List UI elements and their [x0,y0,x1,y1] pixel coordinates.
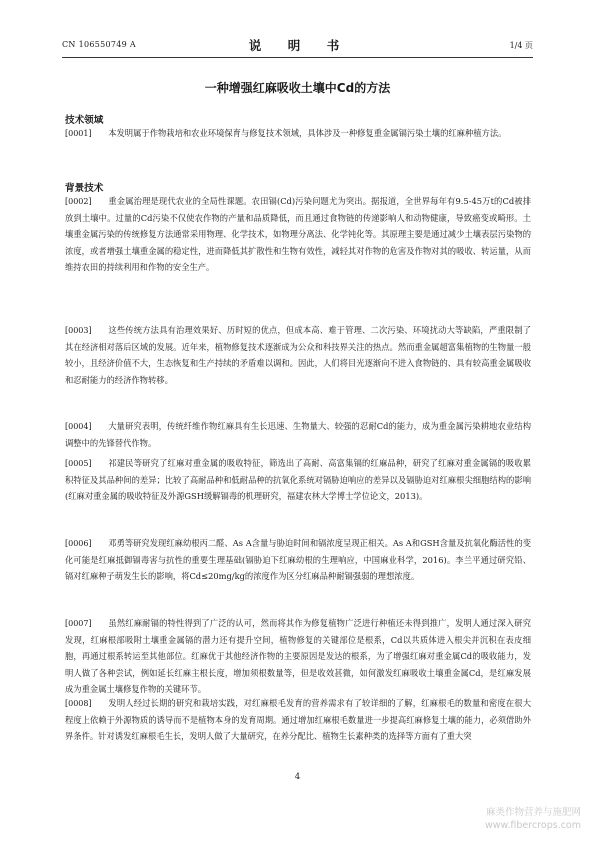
watermark-url: www.fibercrops.com [484,820,581,831]
paragraph-text: 邓勇等研究发现红麻幼根丙二醛、As A含量与胁迫时间和镉浓度呈现正相关。As A和GSH含量及抗氧化酶活性的变化可能是红麻抵御镉毒害与抗性的重要生理基础(镉胁迫下红麻幼根的生理响应，中国麻业科学，2016)。李兰平通过研究铅、镉对红麻种子萌发生长的影响，将Cd≤20mg/kg的浓度作为区分红麻品种耐镉强弱的理想浓度。 [65,538,531,582]
paragraph-text: 虽然红麻耐镉的特性得到了广泛的认可，然而将其作为修复植物广泛进行种植还未得到推广，发明人通过深入研究发现，红麻根部吸附土壤重金属镉的潜力还有提升空间，植物修复的关键部位是根系，Cd以共质体进入根尖并沉积在表皮细胞，再通过根系转运至其他部位。红麻优于其他经济作物的主要原因是发达的根系，为了增强红麻对重金属Cd的吸收能力，发明人做了各种尝试，例如延长红麻主根长度，增加须根数量等，但是收效甚微，如何激发红麻吸收土壤重金属Cd，是红麻发展成为重金属土壤修复作物的关键环节。 [65,618,531,694]
paragraph-0001 [65,125,531,142]
watermark-site-name: 麻类作物营养与施肥网 [485,807,581,818]
paragraph-number: [0007] [65,619,92,628]
paragraph-text: 发明人经过长期的研究和栽培实践，对红麻根毛发育的营养需求有了较详细的了解，红麻根毛的数量和密度在很大程度上依赖于外源物质的诱导而不是植物本身的发育周期。通过增加红麻根毛数量进一步提高红麻修复土壤的能力，必须借助外界条件。针对诱发红麻根毛生长，发明人做了大量研究，在养分配比、植物生长素种类的选择等方面有了重大突 [65,698,531,742]
paragraph-0002 [65,193,531,275]
paragraph-number: [0004] [65,422,92,431]
section-heading-background: 背景技术 [65,183,104,194]
patent-number: CN 106550749 A [62,40,136,49]
paragraph-number: [0001] [65,129,92,138]
header-rule [62,57,533,58]
paragraph-0003 [65,322,531,388]
document-title: 一种增强红麻吸收土壤中Cd的方法 [204,81,391,95]
paragraph-number: [0008] [65,699,92,708]
document-type: 说 明 书 [248,38,347,53]
watermark [485,806,581,832]
paragraph-0007 [65,615,531,697]
paragraph-text: 祁建民等研究了红麻对重金属的吸收特征，筛选出了高耐、高富集镉的红麻品种，研究了红麻对重金属镉的吸收累积特征及其品种间的差异；比较了高耐品种和低耐品种的抗氧化系统对镉胁迫响应的差异以及镉胁迫对红麻根尖细胞结构的影响(红麻对重金属的吸收特征及外源GSH缓解镉毒的机理研究，福建农林大学博士学位论文，2013)。 [65,458,531,502]
paragraph-0006 [65,535,531,585]
paragraph-0004 [65,418,531,451]
page-info: 1/4 页 [509,41,533,50]
paragraph-text: 本发明属于作物栽培和农业环境保育与修复技术领域，具体涉及一种修复重金属镉污染土壤的红麻种植方法。 [108,128,507,138]
paragraph-text: 这些传统方法具有治理效果好、历时短的优点，但成本高、难于管理、二次污染、环境扰动大等缺陷，严重限制了其在经济相对落后区域的发展。近年来，植物修复技术逐渐成为公众和科技界关注的热点。然而重金属超富集植物的生物量一般较小，且经济价值不大，生态恢复和生产持续的矛盾难以调和。因此，人们将目光逐渐向不进入食物链的、具有较高重金属吸收和忍耐能力的经济作物转移。 [65,325,531,385]
paragraph-number: [0003] [65,326,92,335]
paragraph-0005 [65,455,531,505]
paragraph-0008 [65,695,531,745]
paragraph-number: [0006] [65,539,92,548]
section-heading-field: 技术领域 [65,115,104,126]
paragraph-number: [0002] [65,197,92,206]
paragraph-text: 大量研究表明，传统纤维作物红麻具有生长迅速、生物量大、较强的忍耐Cd的能力，成为重金属污染耕地农业结构调整中的先锋替代作物。 [65,421,531,449]
paragraph-number: [0005] [65,459,92,468]
page-number: 4 [294,772,301,782]
paragraph-text: 重金属治理是现代农业的全局性课题。农田镉(Cd)污染问题尤为突出。据报道，全世界每年有9.5-45万t的Cd被排放到土壤中。过量的Cd污染不仅使农作物的产量和品质降低，而且通过食物链的传递影响人和动物健康，导致癌变或畸形。土壤重金属污染的传统修复方法通常采用物理、化学技术，如物理分离法、化学钝化等。其原理主要是通过减少土壤表层污染物的浓度，或者增强土壤重金属的稳定性，进而降低其扩散性和生物有效性，减轻其对作物的危害及作物对其的吸收、转运量，从而维持农田的持续利用和作物的安全生产。 [65,196,531,272]
page-header [62,36,533,56]
